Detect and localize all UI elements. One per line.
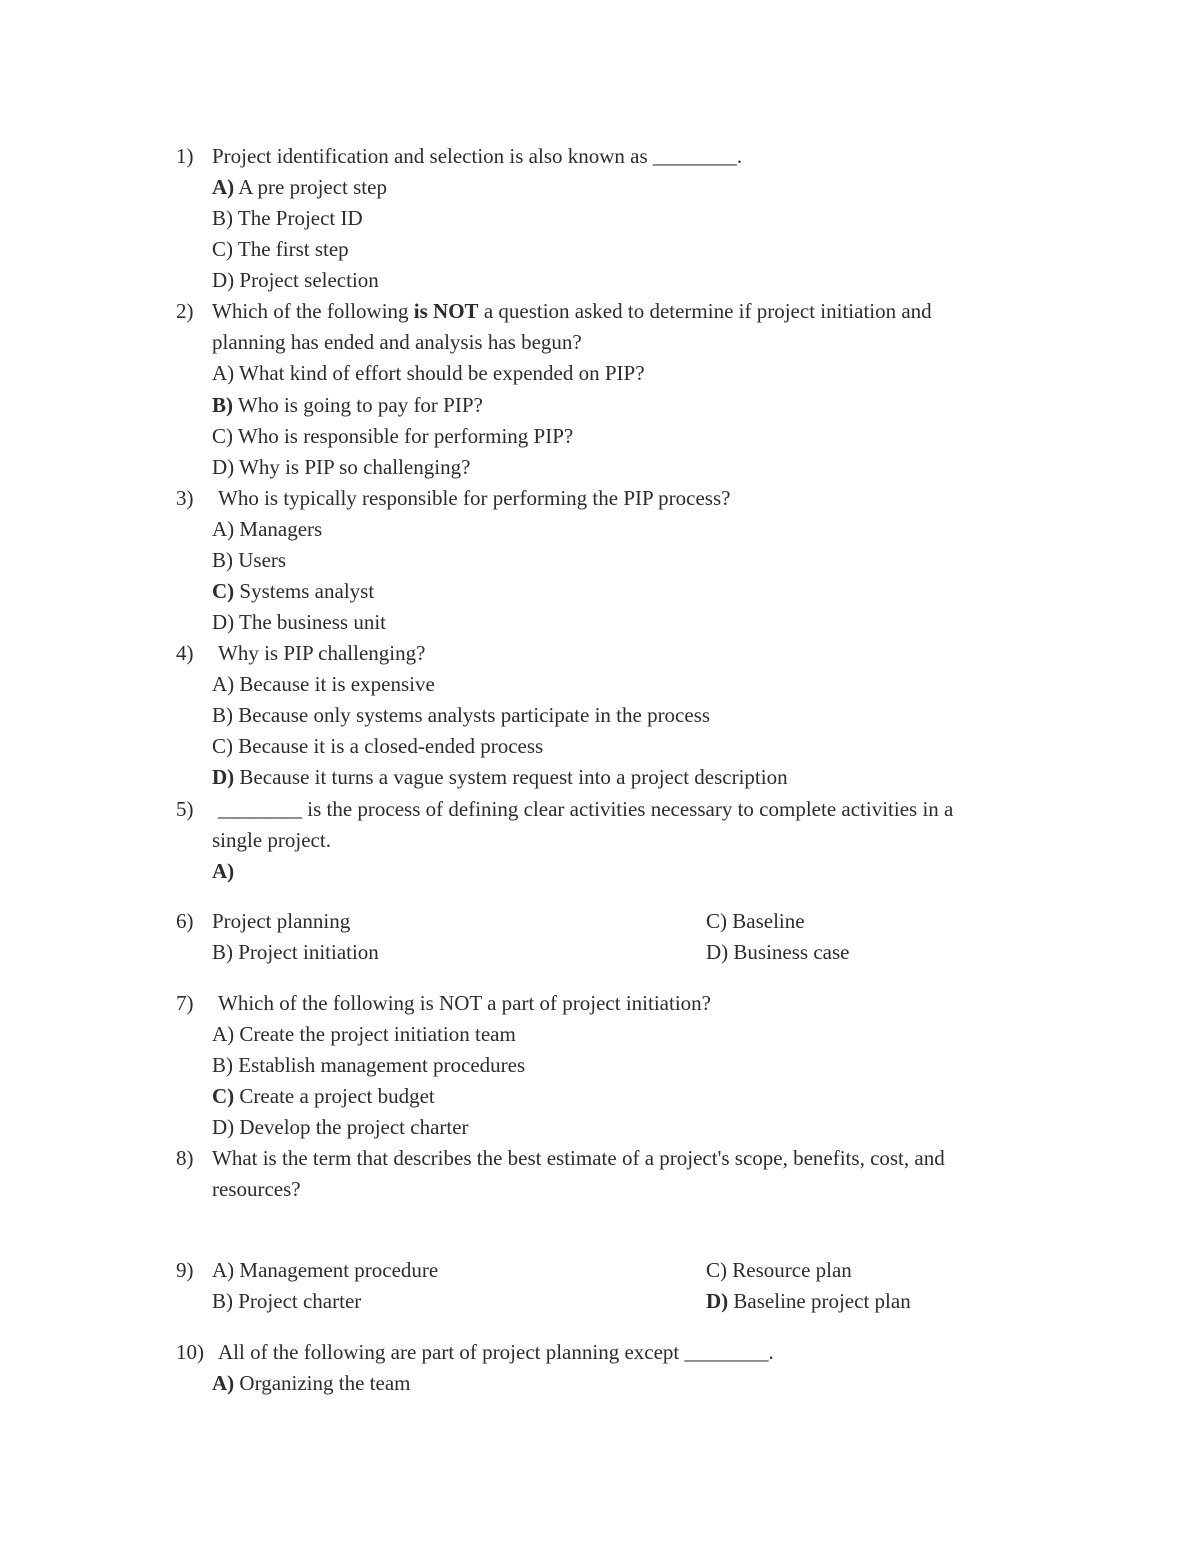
q5-option-a-letter: A)	[212, 859, 235, 883]
q9-option-a: A) Management procedure	[212, 1258, 439, 1282]
q7-stem: Which of the following is NOT a part of project initiation?	[218, 991, 711, 1015]
q9-number: 9)	[176, 1258, 194, 1282]
q2-option-b-letter: B)	[212, 393, 233, 417]
q6-option-d: D) Business case	[706, 940, 850, 964]
q7-option-a: A) Create the project initiation team	[212, 1022, 516, 1046]
q8-stem: What is the term that describes the best estimate of a project's scope, benefits, cost, and	[212, 1146, 945, 1170]
q1-option-b: B) The Project ID	[212, 206, 363, 230]
q3-option-b: B) Users	[212, 548, 287, 572]
q6-option-b: B) Project initiation	[212, 940, 379, 964]
q5-option-a	[212, 858, 234, 884]
q2-stem-text: Which of the following	[212, 299, 414, 323]
q1-option-a-letter: A)	[212, 175, 235, 199]
q2-option-a: A) What kind of effort should be expended on PIP?	[212, 361, 645, 385]
q6-option-c: C) Baseline	[706, 909, 805, 933]
q7-option-c-letter: C)	[212, 1084, 235, 1108]
q1-number: 1)	[176, 144, 194, 168]
q10-stem	[218, 1339, 774, 1365]
q10-option-a	[212, 1370, 410, 1396]
q4-stem: Why is PIP challenging?	[218, 641, 426, 665]
q7-option-c	[212, 1083, 435, 1109]
q4-option-a: A) Because it is expensive	[212, 672, 435, 696]
q6-number: 6)	[176, 909, 194, 933]
q10-option-a-text: Organizing the team	[234, 1371, 411, 1395]
q3-stem: Who is typically responsible for performing the PIP process?	[218, 486, 731, 510]
q2-stem-text-end: a question asked to determine if project initiation and	[478, 299, 932, 323]
q10-option-a-letter: A)	[212, 1371, 235, 1395]
q2-number: 2)	[176, 299, 194, 323]
q4-number: 4)	[176, 641, 194, 665]
q1-blank: ________	[652, 144, 737, 168]
q2-option-b-text: Who is going to pay for PIP?	[233, 393, 483, 417]
q1-stem	[212, 143, 742, 169]
q1-option-a-text: A pre project step	[234, 175, 387, 199]
q2-stem	[212, 298, 932, 324]
q2-option-b	[212, 392, 483, 418]
q1-option-c: C) The first step	[212, 237, 349, 261]
q9-option-b: B) Project charter	[212, 1289, 362, 1313]
q3-number: 3)	[176, 486, 194, 510]
q3-option-c-text: Systems analyst	[234, 579, 375, 603]
q3-option-c-letter: C)	[212, 579, 235, 603]
q8-number: 8)	[176, 1146, 194, 1170]
q10-stem-end: .	[768, 1340, 774, 1364]
q9-option-d-text: Baseline project plan	[728, 1289, 911, 1313]
q8-stem-line2: resources?	[212, 1177, 301, 1201]
q4-option-d	[212, 764, 788, 790]
q2-option-d: D) Why is PIP so challenging?	[212, 455, 471, 479]
q3-option-d: D) The business unit	[212, 610, 387, 634]
q1-stem-end: .	[736, 144, 743, 168]
q2-stem-emphasis: is NOT	[413, 299, 479, 323]
q5-stem-line2: single project.	[212, 828, 331, 852]
q9-option-d-letter: D)	[706, 1289, 729, 1313]
q1-option-d: D) Project selection	[212, 268, 379, 292]
q1-stem-text: Project identification and selection is also known as	[212, 144, 653, 168]
q10-blank: ________	[684, 1340, 769, 1364]
q9-option-c: C) Resource plan	[706, 1258, 852, 1282]
q7-option-d: D) Develop the project charter	[212, 1115, 469, 1139]
q7-option-b: B) Establish management procedures	[212, 1053, 526, 1077]
q7-option-c-text: Create a project budget	[234, 1084, 435, 1108]
q9-option-d	[706, 1288, 911, 1314]
q10-number: 10)	[176, 1340, 204, 1364]
q1-option-a	[212, 174, 387, 200]
q4-option-d-letter: D)	[212, 765, 235, 789]
q5-stem-text: is the process of defining clear activities necessary to complete activities in a	[302, 797, 954, 821]
q4-option-d-text: Because it turns a vague system request into a project description	[234, 765, 788, 789]
q6-option-a: Project planning	[212, 909, 351, 933]
q5-stem	[218, 796, 953, 822]
q2-stem-line2: planning has ended and analysis has begun?	[212, 330, 582, 354]
q2-option-c: C) Who is responsible for performing PIP?	[212, 424, 574, 448]
q5-blank: ________	[218, 797, 302, 821]
q4-option-b: B) Because only systems analysts participate in the process	[212, 703, 711, 727]
q5-number: 5)	[176, 797, 194, 821]
q3-option-c	[212, 578, 374, 604]
q7-number: 7)	[176, 991, 194, 1015]
q4-option-c: C) Because it is a closed-ended process	[212, 734, 544, 758]
q10-stem-text: All of the following are part of project planning except	[218, 1340, 685, 1364]
q3-option-a: A) Managers	[212, 517, 323, 541]
